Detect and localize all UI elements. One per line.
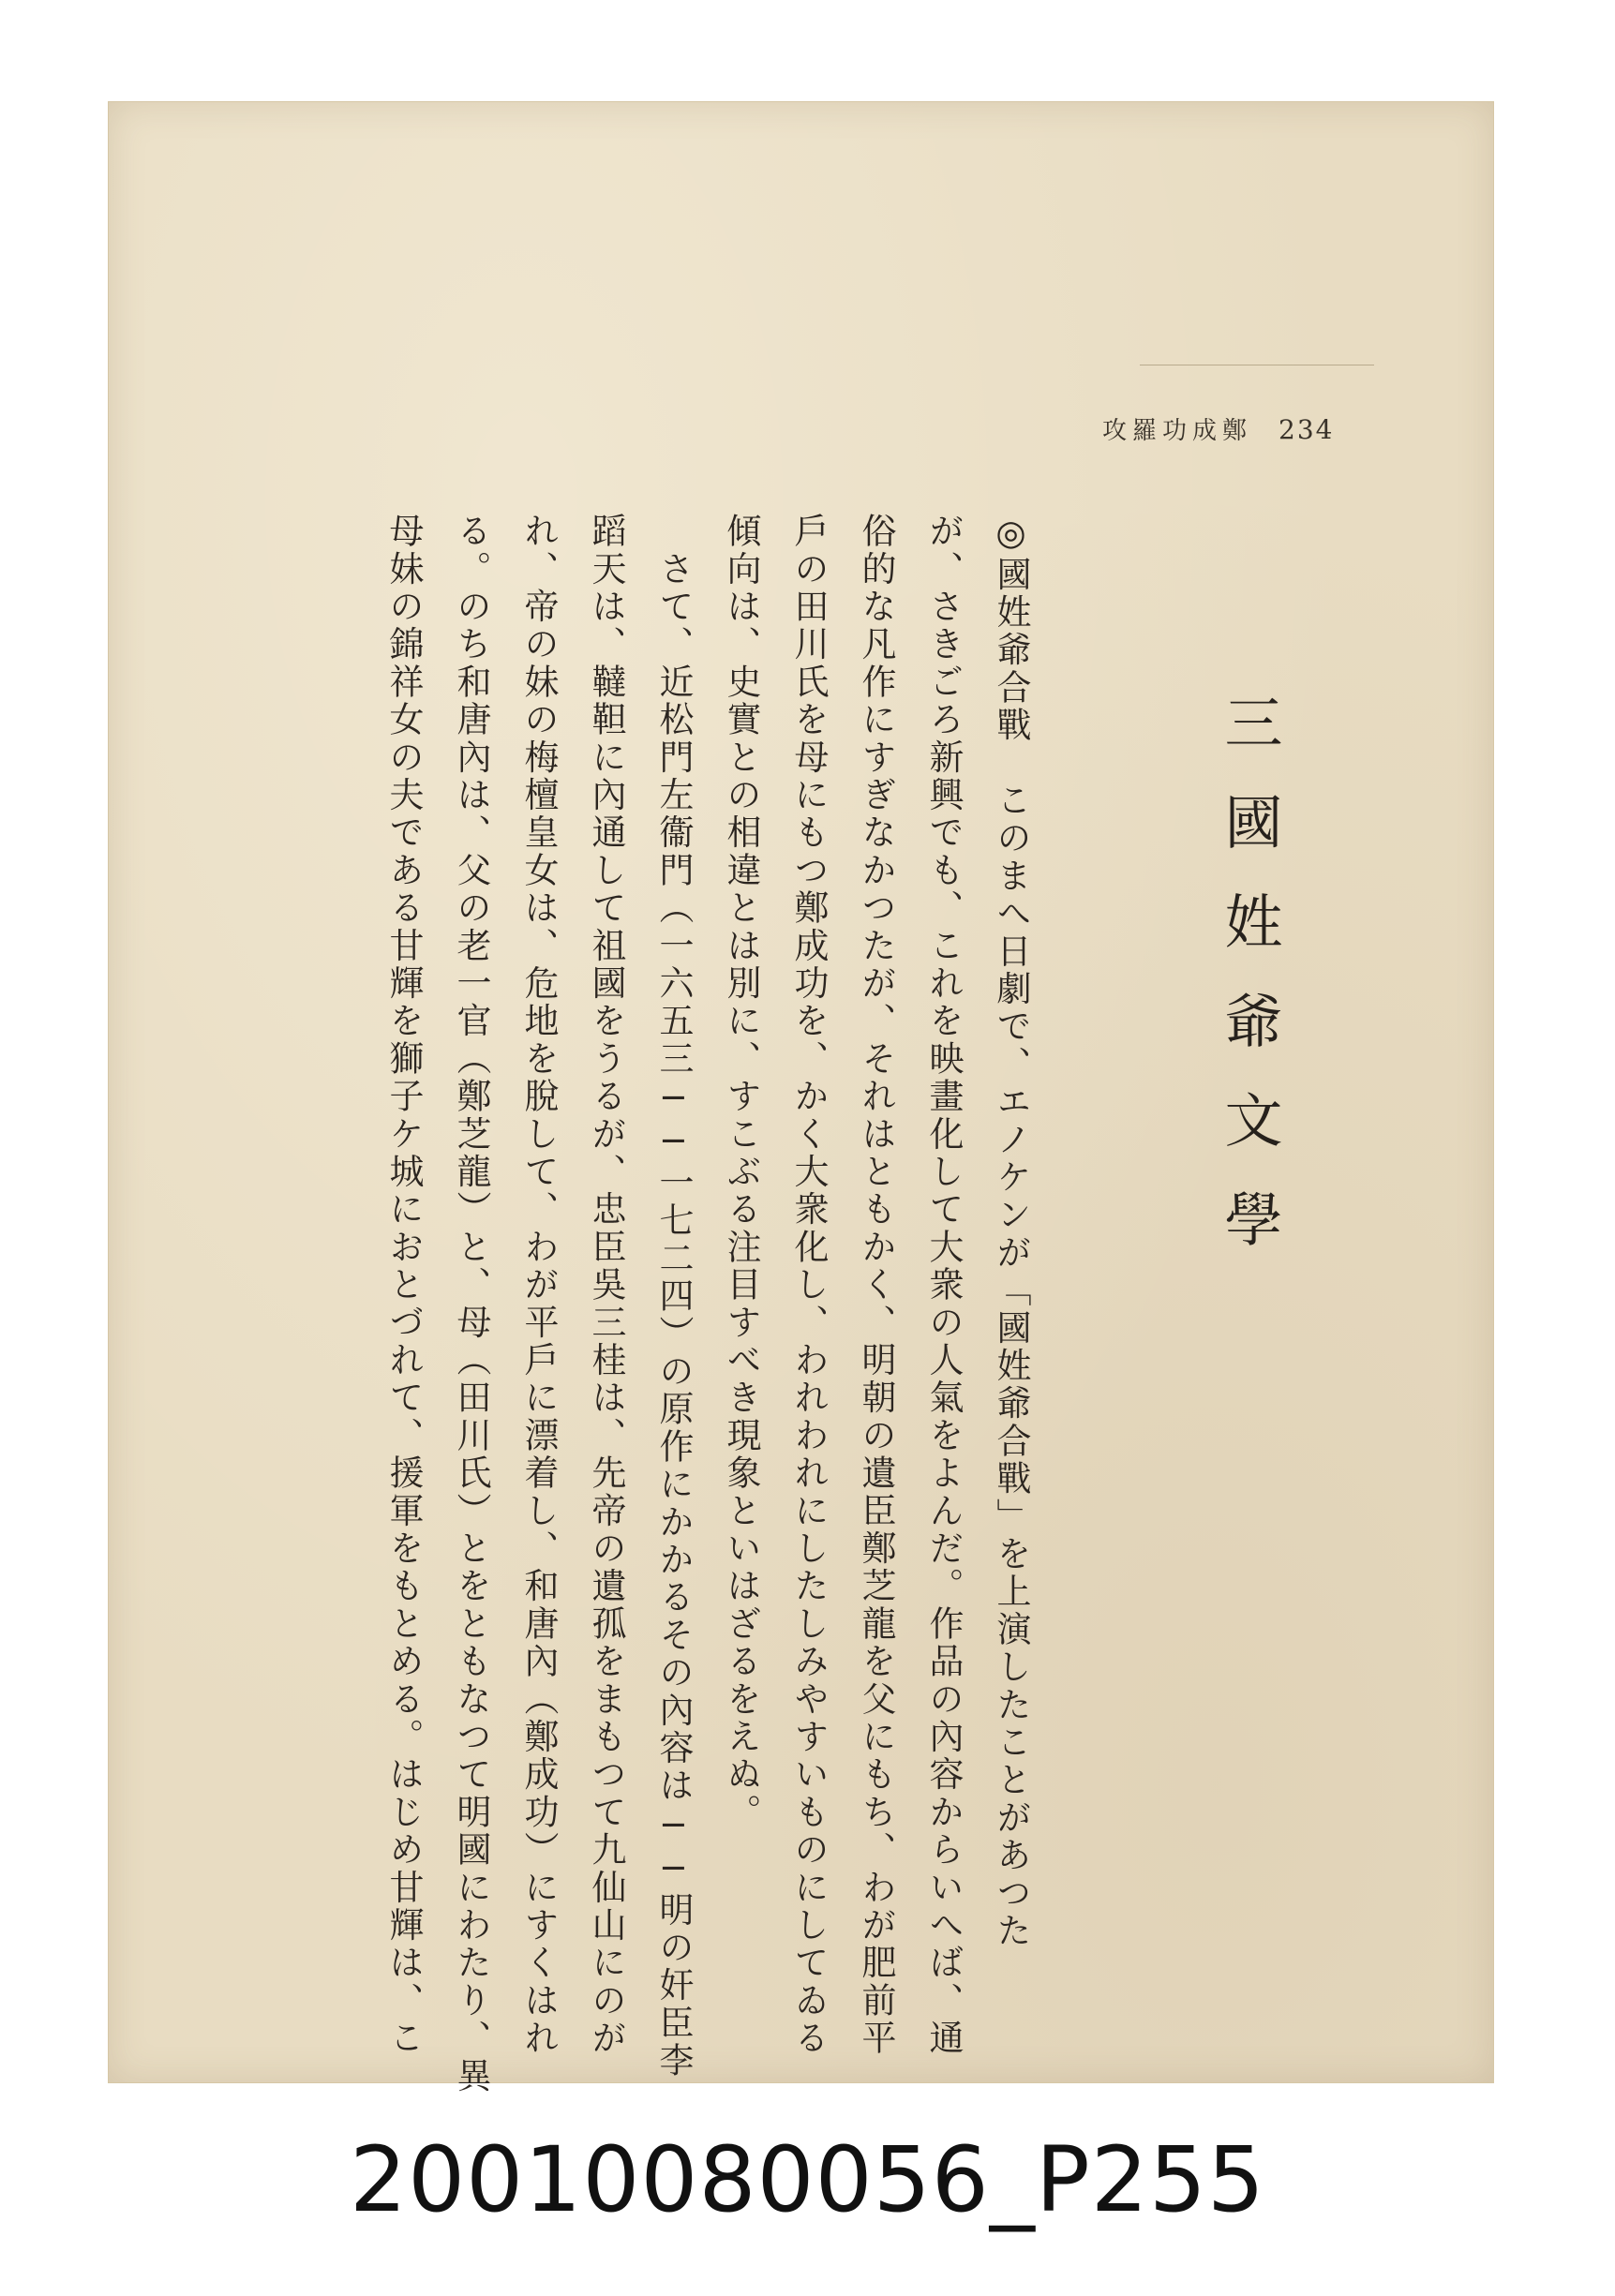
body-line-3: 俗的な凡作にすぎなかつたが、それはともかく、明朝の遺臣鄭芝龍を父にもち、わが肥前平	[856, 513, 896, 2058]
body-line-8: れ、帝の妹の梅檀皇女は、危地を脫して、わが平戶に漂着し、和唐內（鄭成功）にすくはれ	[518, 513, 559, 2058]
running-head-title: 攻羅功成鄭	[1102, 417, 1253, 445]
body-line-5: 傾向は、史實との相違とは別に、すこぶる注目すべき現象といはざるをえぬ。	[721, 513, 761, 1831]
book-page	[108, 101, 1494, 2095]
chapter-title: 三國姓爺文學	[1215, 693, 1283, 1289]
body-line-7: 蹈天は、韃靼に內通して祖國をうるが、忠臣吳三桂は、先帝の遺孤をまもつて九仙山にのが	[586, 513, 626, 2058]
body-line-1: ◎國姓爺合戰 このまへ日劇で、エノケンが「國姓爺合戰」を上演したことがあつた	[991, 513, 1031, 1950]
body-line-6: さて、近松門左衞門（一六五三──一七二四）の原作にかかるその內容は──明の奸臣李	[653, 513, 694, 2080]
page-number: 234	[1279, 414, 1335, 445]
body-line-9: る。のち和唐內は、父の老一官（鄭芝龍）と、母（田川氏）とをともなつて明國にわたり、異	[451, 513, 491, 2095]
catalog-number: 20010080056_P255	[350, 2127, 1265, 2232]
body-line-2: が、さきごろ新興でも、これを映畫化して大衆の人氣をよんだ。作品の內容からいへば、通	[923, 513, 964, 2058]
running-head	[1102, 411, 1334, 446]
body-line-4: 戶の田川氏を母にもつ鄭成功を、かく大衆化し、われわれにしたしみやすいものにしてゐる	[788, 513, 829, 2058]
body-line-10: 母妹の錦祥女の夫である甘輝を獅子ケ城におとづれて、援軍をもとめる。はじめ甘輝は、こ	[383, 513, 424, 2058]
